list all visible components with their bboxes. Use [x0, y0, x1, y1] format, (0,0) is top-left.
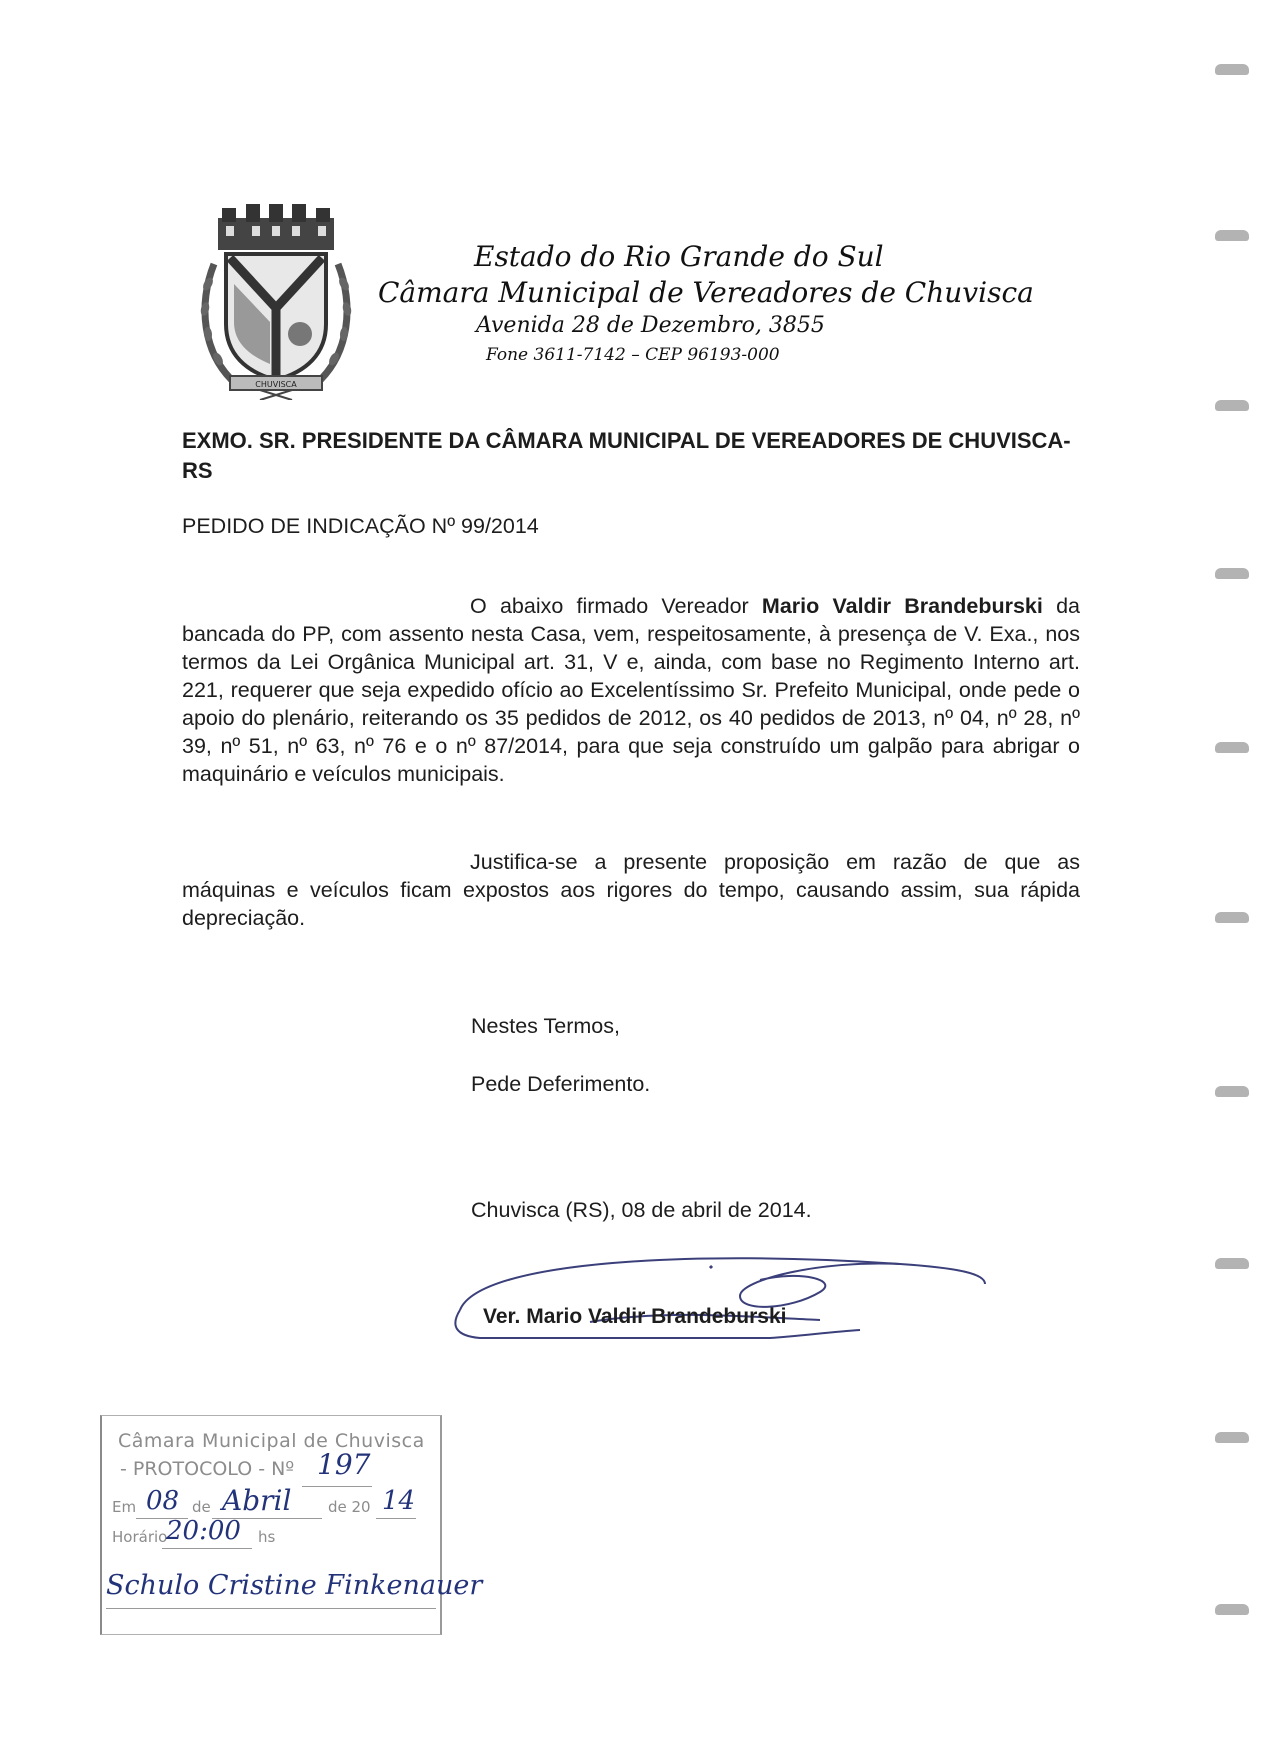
- stamp-header: Câmara Municipal de Chuvisca: [118, 1430, 425, 1452]
- coat-of-arms-logo: [196, 204, 356, 400]
- justification-paragraph: [182, 848, 1080, 932]
- stamp-underline: [376, 1518, 416, 1519]
- handwritten-signature: [440, 1240, 1000, 1350]
- councilor-name: Mario Valdir Brandeburski: [761, 594, 1043, 618]
- stamp-protocol-label: - PROTOCOLO - Nº: [120, 1458, 295, 1480]
- binder-hole-mark: [1215, 912, 1249, 923]
- stamp-year-suffix: 14: [382, 1486, 416, 1516]
- stamp-underline: [302, 1486, 372, 1487]
- binder-hole-mark: [1215, 1258, 1249, 1269]
- stamp-de-label: de: [192, 1498, 211, 1516]
- date-line: Chuvisca (RS), 08 de abril de 2014.: [471, 1198, 812, 1222]
- stamp-receiver-signature: Schulo Cristine Finkenauer: [106, 1570, 483, 1601]
- main-paragraph: [182, 592, 1080, 788]
- binder-hole-mark: [1215, 1086, 1249, 1097]
- paragraph-lead: O abaixo firmado Vereador: [470, 594, 762, 618]
- binder-hole-mark: [1215, 568, 1249, 579]
- letterhead-state: Estado do Rio Grande do Sul: [474, 240, 884, 273]
- stamp-day: 08: [146, 1486, 180, 1516]
- binder-hole-mark: [1215, 400, 1249, 411]
- binder-hole-mark: [1215, 1604, 1249, 1615]
- stamp-underline: [162, 1548, 252, 1549]
- paragraph-body: da bancada do PP, com assento nesta Casa, vem, respeitosamente, à presença de V. Exa., nos termos da Lei Orgânica Municipal art. 31, V e, ainda, com base no Regimento Interno art. 221, requerer que seja expedido ofício ao Excelentíssimo Sr. Prefeito Municipal, onde pede o apoio do plenário, reiterando os 35 pedidos de 2012, os 40 pedidos de 2013, nº 04, nº 28, nº 39, nº 51, nº 63, nº 76 e o nº 87/2014, para que seja construído um galpão para abrigar o maquinário e veículos municipais.: [182, 594, 1080, 786]
- signer-name: Ver. Mario Valdir Brandeburski: [483, 1305, 787, 1328]
- binder-hole-mark: [1215, 1432, 1249, 1443]
- binder-hole-mark: [1215, 64, 1249, 75]
- stamp-month: Abril: [222, 1484, 292, 1517]
- stamp-time: 20:00: [166, 1516, 241, 1546]
- binder-hole-mark: [1215, 230, 1249, 241]
- stamp-year-prefix: de 20: [328, 1498, 371, 1516]
- binder-hole-mark: [1215, 742, 1249, 753]
- addressee-heading: EXMO. SR. PRESIDENTE DA CÂMARA MUNICIPAL DE VEREADORES DE CHUVISCA-RS: [182, 428, 1071, 483]
- closing-line-1: Nestes Termos,: [471, 1014, 620, 1038]
- stamp-date-prefix: Em: [112, 1498, 137, 1516]
- stamp-underline: [106, 1608, 436, 1609]
- stamp-time-label: Horário: [112, 1528, 168, 1546]
- coat-ribbon-text: CHUVISCA: [255, 380, 297, 389]
- stamp-protocol-number: 197: [317, 1448, 371, 1481]
- request-title: PEDIDO DE INDICAÇÃO Nº 99/2014: [182, 514, 539, 538]
- justification-text: Justifica-se a presente proposição em razão de que as máquinas e veículos ficam expostos aos rigores do tempo, causando assim, sua rápida depreciação.: [182, 850, 1080, 930]
- closing-line-2: Pede Deferimento.: [471, 1072, 651, 1096]
- letterhead-address: Avenida 28 de Dezembro, 3855: [476, 313, 825, 338]
- letterhead-phone-cep: Fone 3611-7142 – CEP 96193-000: [486, 345, 780, 365]
- stamp-time-suffix: hs: [258, 1528, 276, 1546]
- protocol-stamp: [100, 1415, 483, 1635]
- letterhead-chamber: Câmara Municipal de Vereadores de Chuvisca: [378, 276, 1034, 309]
